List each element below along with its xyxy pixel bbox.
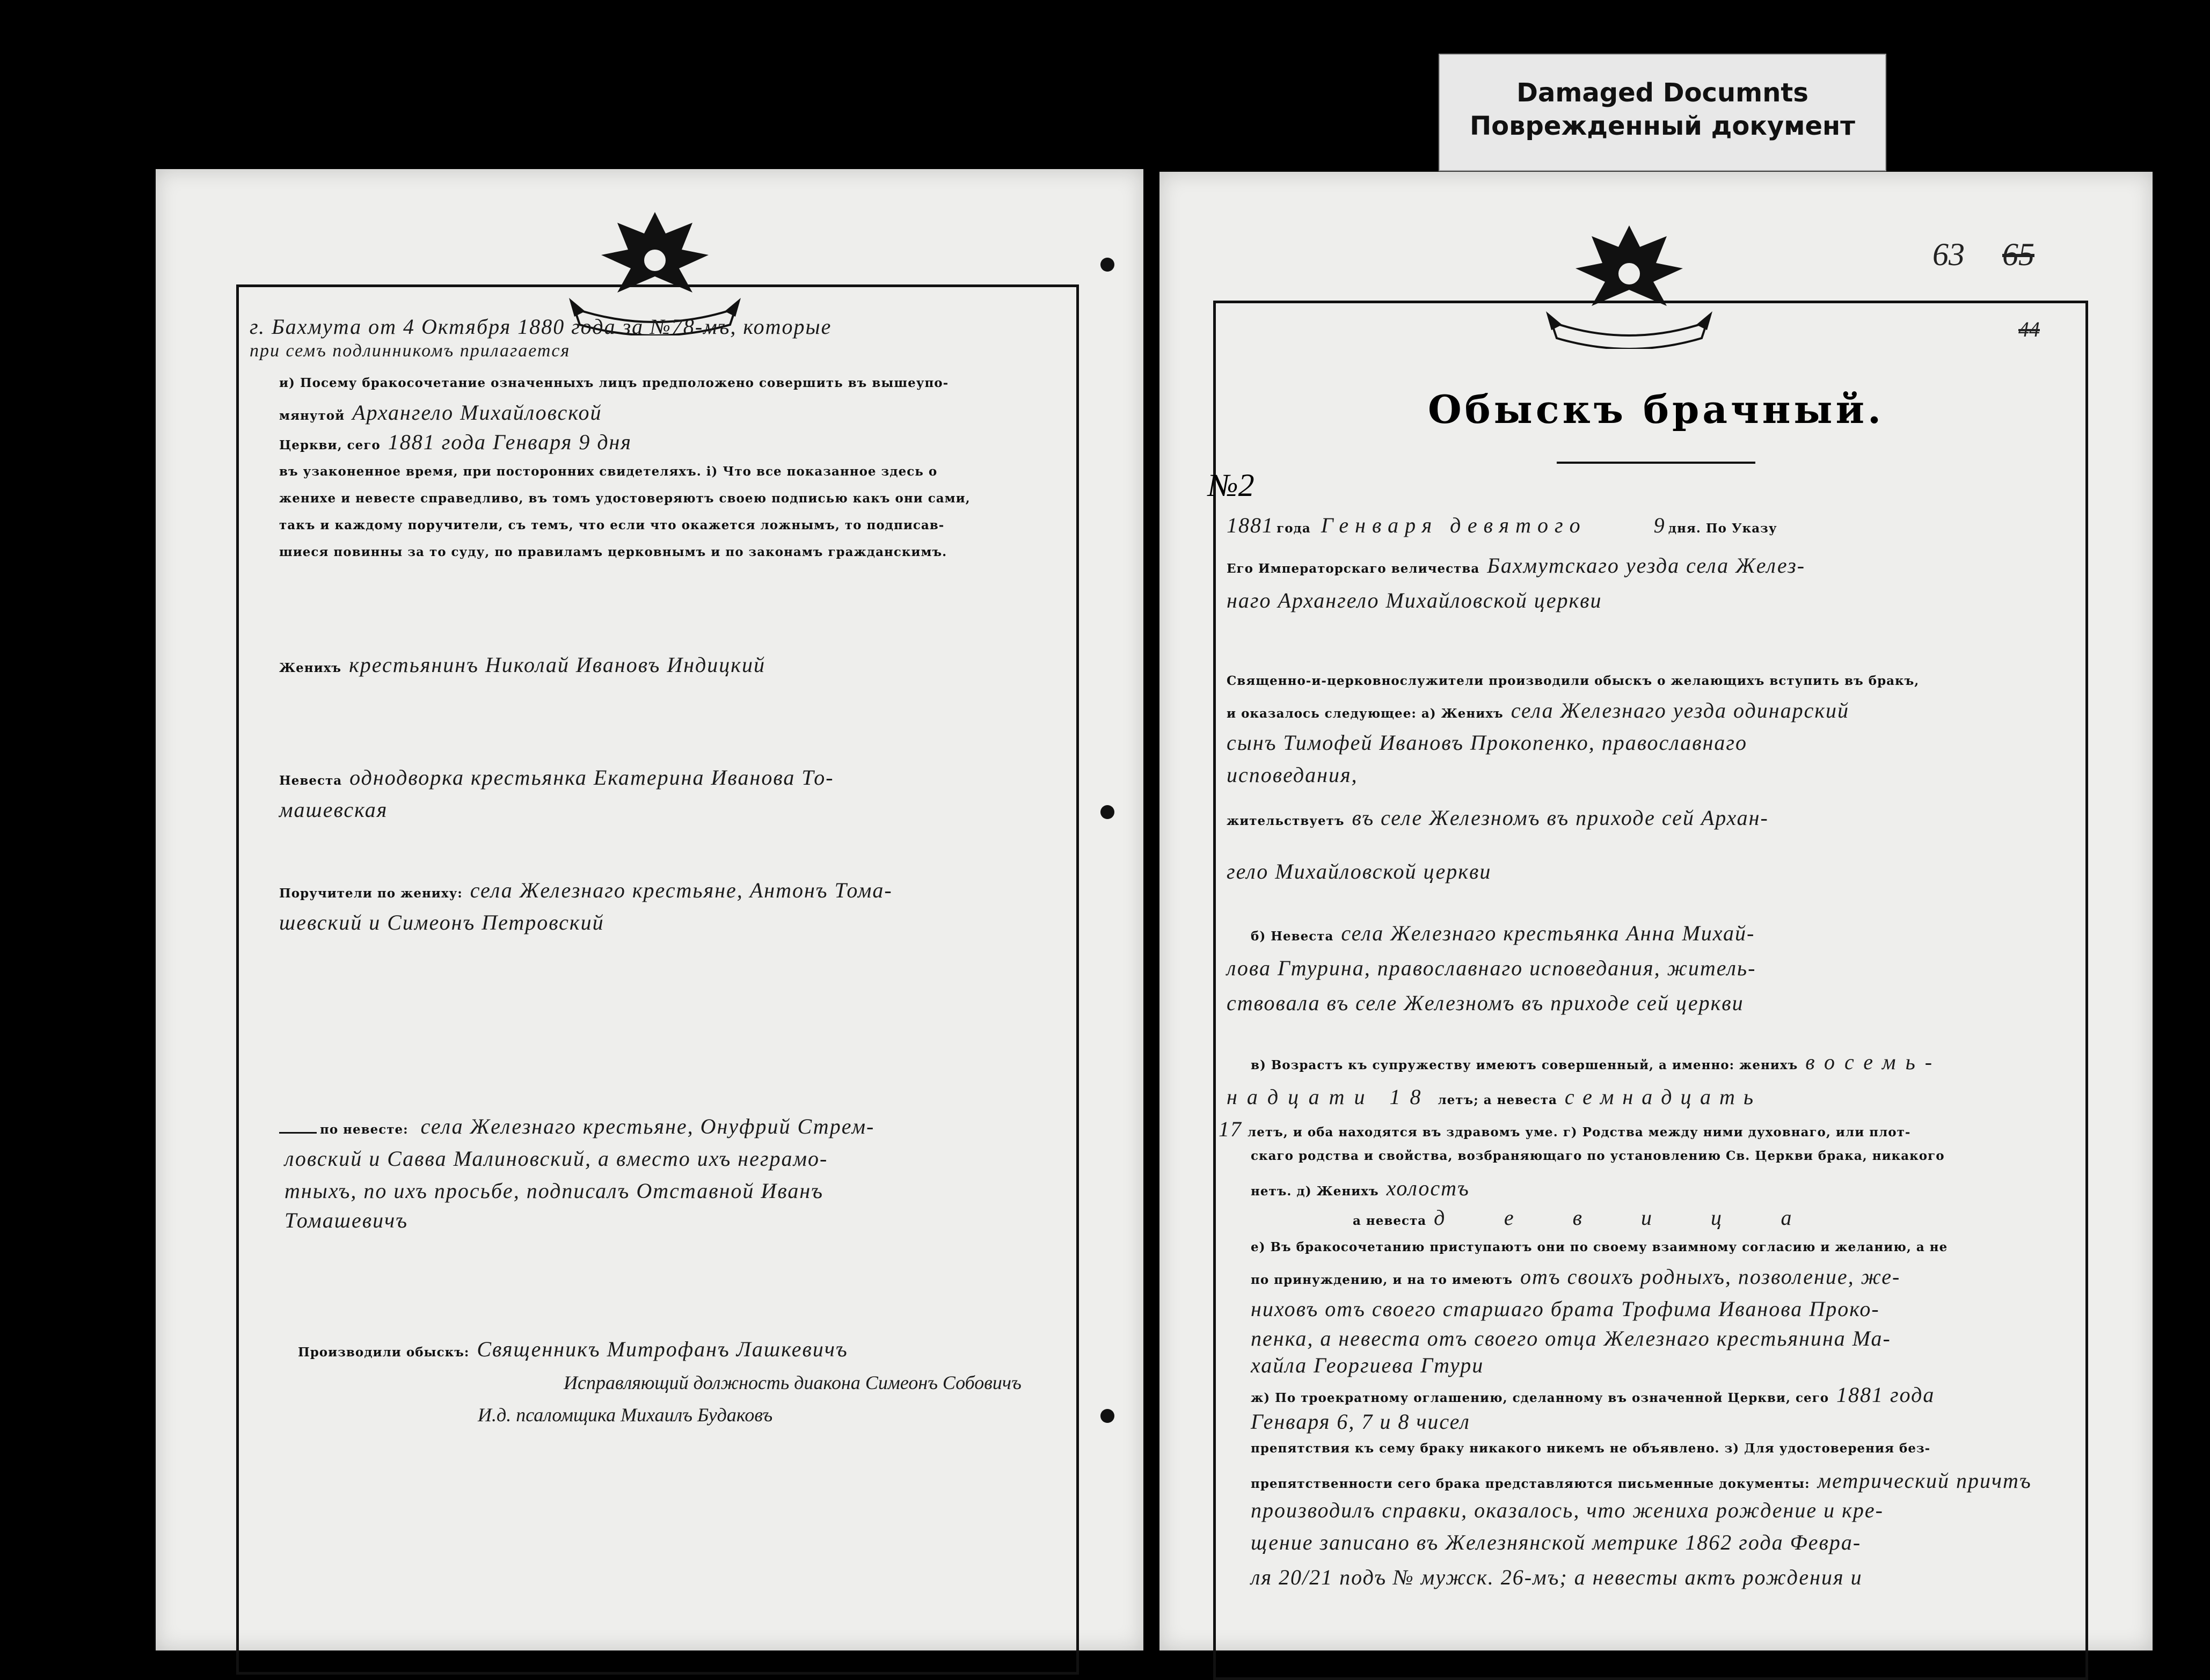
documents-cont: щение записано въ Железнянской метрике 1862 года Февра- (1251, 1530, 1862, 1554)
year: 1881 (1227, 513, 1274, 537)
handwritten-line: г. Бахмута от 4 Октября 1880 года за №78-мъ, которые (250, 315, 832, 339)
banns-label: ж) По троекратному оглашению, сделанному въ означенной Церкви, сего (1251, 1391, 1829, 1405)
bride-line (279, 765, 834, 790)
date-value: 1881 года Генваря 9 дня (388, 430, 632, 454)
church-label: мянутой (279, 408, 345, 423)
month-day: Генваря девятого (1321, 513, 1587, 537)
residence-cont: гело Михайловской церкви (1227, 859, 1492, 883)
priest-signature: Священникъ Митрофанъ Лашкевичъ (477, 1337, 848, 1361)
binding-hole (1100, 258, 1114, 272)
consent-line-2 (1251, 1264, 1900, 1289)
groom-age-cont: надцати 18 (1227, 1085, 1431, 1109)
bride-age-label: летъ; а невеста (1438, 1093, 1557, 1107)
bride-cont: ствовала въ селе Железномъ въ приходе сей церкви (1227, 991, 1744, 1015)
bride-cont: лова Гтурина, православнаго исповедания, житель- (1227, 956, 1756, 980)
bride-line (1251, 921, 1755, 946)
left-page (156, 169, 1143, 1650)
title-rule (1557, 462, 1755, 464)
archive-label (1439, 54, 1886, 171)
groom-origin: села Железнаго уезда одинарский (1511, 698, 1850, 722)
handwritten-line: при семъ подлинникомъ прилагается (250, 341, 571, 361)
bride-sureties-label: по невесте: (279, 1122, 413, 1137)
folio-old-number: 65 (2002, 237, 2034, 272)
bride-sureties-cont: Томашевичъ (285, 1208, 408, 1232)
consent-cont: хайла Георгиева Гтури (1251, 1353, 1484, 1377)
documents-label: препятственности сего брака представляются письменные документы: (1251, 1477, 1810, 1491)
bride-sureties-names: села Железнаго крестьяне, Онуфрий Стрем- (420, 1114, 875, 1138)
consent-cont: пенка, а невеста отъ своего отца Железнаго крестьянина Ма- (1251, 1326, 1891, 1350)
binding-hole (1100, 805, 1114, 819)
groom-status-line (1251, 1175, 1470, 1201)
groom-status-label: нетъ. д) Женихъ (1251, 1184, 1379, 1199)
residence-line (1227, 805, 1769, 830)
district-name: Бахмутскаго уезда села Желез- (1487, 553, 1806, 578)
date-line (1227, 513, 1777, 538)
wedding-line: и) Посему бракосочетание означенныхъ лицъ предположено совершить въ вышеупо- (279, 376, 949, 390)
date-line (279, 429, 632, 455)
found-line (1227, 698, 1849, 723)
found-label: и оказалось следующее: а) Женихъ (1227, 706, 1504, 721)
kinship-line: скаго родства и свойства, возбраняющаго по установлению Св. Церкви брака, никакого (1251, 1149, 1945, 1163)
consent-from: отъ своихъ родныхъ, позволение, же- (1520, 1265, 1901, 1289)
bride-status: девица (1434, 1206, 1851, 1230)
age-line (1251, 1049, 1942, 1075)
age-line-3 (1219, 1116, 1910, 1142)
groom-sureties-label: Поручители по жениху: (279, 886, 463, 901)
oath-line: шиеся повинны за то суду, по правиламъ церковнымъ и по законамъ гражданскимъ. (279, 545, 947, 559)
search-by-line (298, 1336, 848, 1362)
documents-value: метрический причтъ (1817, 1469, 2032, 1493)
church-name: Архангело Михайловской (352, 400, 602, 425)
bride-sureties-cont: ловский и Савва Малиновский, а вместо ихъ неграмо- (285, 1146, 828, 1171)
bride-sureties-cont: тныхъ, по ихъ просьбе, подписалъ Отставной Иванъ (285, 1179, 824, 1203)
church-name: наго Архангело Михайловской церкви (1227, 588, 1602, 612)
banns-year: 1881 года (1836, 1383, 1935, 1407)
corner-mark: 44 (2018, 317, 2040, 341)
psalmist-signature: И.д. псаломщика Михаилъ Будаковъ (478, 1404, 773, 1426)
bride-name: однодворка крестьянка Екатерина Иванова То- (349, 765, 834, 790)
document-title: Обыскъ брачный. (1427, 386, 1885, 432)
majesty-line (1227, 553, 1805, 578)
obstacle-line: препятствия къ сему браку никакого никемъ не объявлено. з) Для удостоверения без- (1251, 1441, 1931, 1456)
archive-label-en: Damaged Documnts (1516, 78, 1808, 108)
search-by-label: Производили обыскъ: (298, 1345, 470, 1360)
groom-line (279, 652, 765, 677)
documents-cont: ля 20/21 подъ № мужск. 26-мъ; а невесты актъ рождения и (1251, 1565, 1863, 1589)
bride-label: Невеста (279, 773, 342, 788)
archive-label-ru: Поврежденный документ (1470, 111, 1855, 141)
residence-label: жительствуетъ (1227, 814, 1345, 828)
documents-cont: производилъ справки, оказалось, что жениха рождение и кре- (1251, 1498, 1884, 1522)
bride-sureties-line (279, 1114, 874, 1139)
bride-status-label: а невеста (1353, 1214, 1427, 1228)
consent-cont: ниховъ отъ своего старшаго брата Трофима Иванова Проко- (1251, 1297, 1880, 1321)
year-label: года (1277, 521, 1311, 536)
bride-status-line (1353, 1205, 1850, 1230)
deacon-signature: Исправляющий должность диакона Симеонъ Собовичъ (564, 1372, 1022, 1393)
oath-line: въ узаконенное время, при посторонних свидетеляхъ. і) Что все показанное здесь о (279, 464, 938, 479)
documents-line (1251, 1468, 2032, 1493)
banns-dates: Генваря 6, 7 и 8 чисел (1251, 1409, 1470, 1434)
bride-name: села Железнаго крестьянка Анна Михай- (1341, 921, 1755, 945)
groom-sureties-cont: шевский и Симеонъ Петровский (279, 910, 604, 934)
binding-hole (1100, 1409, 1114, 1423)
majesty-label: Его Императорскаго величества (1227, 561, 1480, 576)
groom-name: крестьянинъ Николай Ивановъ Индицкий (349, 653, 765, 677)
age-line-2 (1227, 1084, 1762, 1109)
groom-label: Женихъ (279, 661, 342, 675)
bride-age-digits: 17 (1219, 1117, 1242, 1141)
day-label: дня. По Указу (1668, 521, 1777, 536)
bride-name-cont: машевская (279, 798, 388, 822)
date-label: Церкви, сего (279, 438, 381, 452)
groom-sureties-line (279, 878, 893, 903)
groom-sureties-names: села Железнаго крестьяне, Антонъ Тома- (470, 878, 893, 902)
banns-line (1251, 1382, 1935, 1407)
groom-status: холостъ (1386, 1176, 1470, 1200)
oath-line: такъ и каждому поручители, съ темъ, что если что окажется ложнымъ, то подписав- (279, 518, 945, 532)
clergy-line: Священно-и-церковнослужители производили обыскъ о желающихъ вступить въ бракъ, (1227, 674, 1920, 688)
church-line (279, 400, 602, 425)
day: 9 (1653, 513, 1666, 537)
groom-faith: исповедания, (1227, 763, 1358, 787)
oath-line: женихе и невесте справедливо, въ томъ удостоверяютъ своею подписью какъ они сами, (279, 491, 971, 506)
age-label: в) Возрастъ къ супружеству имеютъ совершенный, а именно: женихъ (1251, 1058, 1798, 1072)
consent-label: по принуждению, и на то имеютъ (1251, 1273, 1513, 1287)
groom-name: сынъ Тимофей Ивановъ Прокопенко, православнаго (1227, 731, 1748, 755)
bride-age: семнадцать (1564, 1085, 1762, 1109)
folio-number: 63 (1932, 237, 1965, 272)
record-number: №2 (1208, 468, 1254, 503)
bride-label: б) Невеста (1251, 929, 1334, 944)
residence-value: въ селе Железномъ въ приходе сей Архан- (1352, 806, 1769, 830)
consent-line: е) Въ бракосочетанию приступаютъ они по своему взаимному согласию и желанию, а не (1251, 1240, 1948, 1254)
groom-age: восемь- (1805, 1050, 1942, 1074)
health-kin-label: летъ, и оба находятся въ здравомъ уме. г) Родства между ними духовнаго, или плот- (1248, 1125, 1911, 1140)
